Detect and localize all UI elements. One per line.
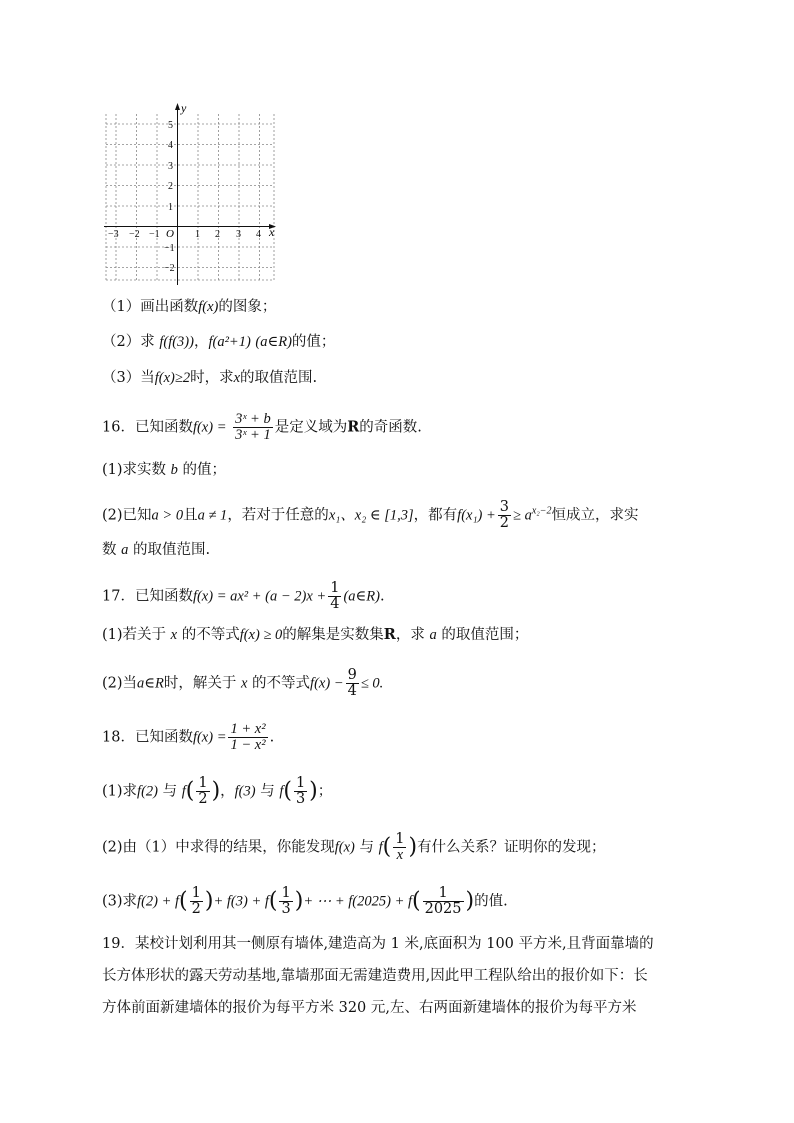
x-tick-label: 3 <box>236 229 241 240</box>
y-tick-label: −2 <box>164 263 175 274</box>
q19-line3: 方体前面新建墙体的报价为每平方米 320 元,左、右两面新建墙体的报价为每平方米 <box>102 1000 637 1016</box>
y-tick-label: −1 <box>164 243 175 254</box>
grid-lines <box>106 114 274 282</box>
q16-stem: 16．已知函数f(x) = $\frac{\text{3ˣ + b}}{\text{3ˣ + 1}}$ 是定义域为R的奇函数. <box>102 411 422 443</box>
q19-line1: 19．某校计划利用其一侧原有墙体,建造高为 1 米,底面积为 100 平方米,且背面靠墙的 <box>102 936 654 952</box>
x-tick-label: 1 <box>195 229 200 240</box>
x-axis-label: x <box>269 225 275 239</box>
q16-part2: (2)已知a > 0且a ≠ 1，若对于任意的x₁、x₂ ∈ [1,3]，都有f(x₁) + $\frac{3}{2}$ ≥ $a^{x_2-2}$恒成立，求实 <box>102 499 639 531</box>
x-tick-label: 4 <box>256 229 261 240</box>
q17-part2: (2)当a∈R时，解关于 x 的不等式f(x) − $\frac{9}{4}$ ≤ 0. <box>102 667 384 699</box>
x-tick-label: −1 <box>149 229 160 240</box>
q16-fraction: $\frac{\text{3ˣ + b}}{\text{3ˣ + 1}}$ <box>235 411 271 443</box>
x-tick-label: 2 <box>215 229 220 240</box>
coordinate-grid <box>100 100 280 285</box>
q18-part2: (2)由（1）中求得的结果，你能发现f(x) 与 f( $\frac{1}{x}$ )有什么关系？证明你的发现； <box>102 831 606 863</box>
q18-part1: (1)求f(2) 与 f( $\frac{1}{2}$ )，f(3) 与 f( $\frac{1}{3}$ )； <box>102 775 333 807</box>
q18-part3: (3)求f(2) + f( $\frac{1}{2}$ )+ f(3) + f( $\frac{1}{3}$ )+ ⋯ + f(2025) + f( $\frac{1}{2025}$ )的值. <box>102 885 508 917</box>
y-tick-label: 5 <box>168 120 173 131</box>
y-tick-label: 1 <box>168 202 173 213</box>
y-tick-label: 3 <box>168 161 173 172</box>
x-tick-label: −3 <box>108 229 119 240</box>
y-axis-arrow <box>175 103 180 110</box>
y-tick-label: 4 <box>168 140 173 151</box>
x-tick-label: −2 <box>129 229 140 240</box>
origin-label: O <box>166 228 174 240</box>
q16-part2-cont: 数 a 的取值范围. <box>102 542 211 558</box>
q18-stem: 18．已知函数f(x) = $\frac{\text{1 + x²}}{\text{1 − x²}}$ . <box>102 721 275 753</box>
q17-stem: 17．已知函数f(x) = ax² + (a − 2)x + $\frac{1}{4}$ (a∈R). <box>102 580 385 612</box>
q17-part1: (1)若关于 x 的不等式f(x) ≥ 0的解集是实数集R，求 a 的取值范围； <box>102 626 529 643</box>
q15-part1: （1）画出函数f(x)的图象； <box>102 299 277 315</box>
q19-line2: 长方体形状的露天劳动基地,靠墙那面无需建造费用,因此甲工程队给出的报价如下：长 <box>102 968 648 984</box>
q15-part3: （3）当f(x)≥2时，求x的取值范围. <box>102 370 318 386</box>
q15-part2: （2）求 f(f(3))，f(a²+1) (a∈R)的值； <box>102 334 336 350</box>
y-axis-label: y <box>181 101 187 115</box>
q16-part1: (1)求实数 b 的值； <box>102 462 227 478</box>
y-tick-label: 2 <box>168 181 173 192</box>
